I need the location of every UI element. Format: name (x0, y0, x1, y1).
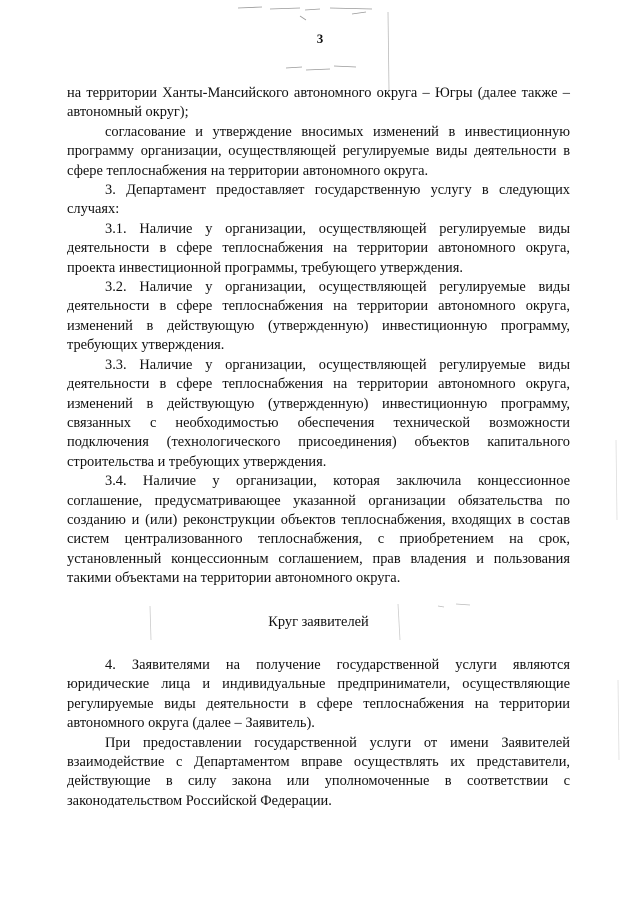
paragraph-approval: согласование и утверждение вносимых изменений в инвестиционную программу организации, осуществляющей регулируемые виды деятельности в сфере теплоснабжения на территории автономного округа. (67, 123, 570, 179)
paragraph-4: 4. Заявителями на получение государственной услуги являются юридические лица и индивидуальные предприниматели, осуществляющие регулируемые виды деятельности в сфере теплоснабжения на территории автономного округа (далее – Заявитель). (67, 656, 570, 732)
document-body (67, 84, 570, 811)
paragraph-3-2: 3.2. Наличие у организации, осуществляющей регулируемые виды деятельности в сфере теплоснабжения на территории автономного округа, изменений в действующую (утвержденную) инвестиционную программу, требующих утверждения. (67, 279, 570, 354)
section-heading: Круг заявителей (268, 613, 369, 630)
paragraph-representatives: При предоставлении государственной услуги от имени Заявителей взаимодействие с Департаментом вправе осуществлять их представители, действующие в силу закона или уполномоченные в соответствии с законодательством Российской Федерации. (67, 734, 570, 809)
paragraph-3-3: 3.3. Наличие у организации, осуществляющей регулируемые виды деятельности в сфере теплоснабжения на территории автономного округа, изменений в действующую (утвержденную) инвестиционную программу, связанных с необходимостью обеспечения технической возможности подключения (технологического присоединения) объектов капитального строительства и требующих утверждения. (67, 356, 570, 470)
paragraph-3-4: 3.4. Наличие у организации, которая заключила концессионное соглашение, предусматривающее указанной организации обязательства по созданию и (или) реконструкции объектов теплоснабжения, входящих в состав систем централизованного теплоснабжения, с приобретением на срок, установленный концессионным соглашением, прав владения и пользования такими объектами на территории автономного округа. (67, 473, 570, 587)
paragraph-3-1: 3.1. Наличие у организации, осуществляющей регулируемые виды деятельности в сфере теплоснабжения на территории автономного округа, проекта инвестиционной программы, требующего утверждения. (67, 220, 570, 276)
page-number: 3 (316, 31, 324, 46)
paragraph-3: 3. Департамент предоставляет государственную услугу в следующих случаях: (67, 182, 570, 218)
paragraph-territory: на территории Ханты-Мансийского автономного округа – Югры (далее также – автономный округ); (67, 85, 570, 121)
